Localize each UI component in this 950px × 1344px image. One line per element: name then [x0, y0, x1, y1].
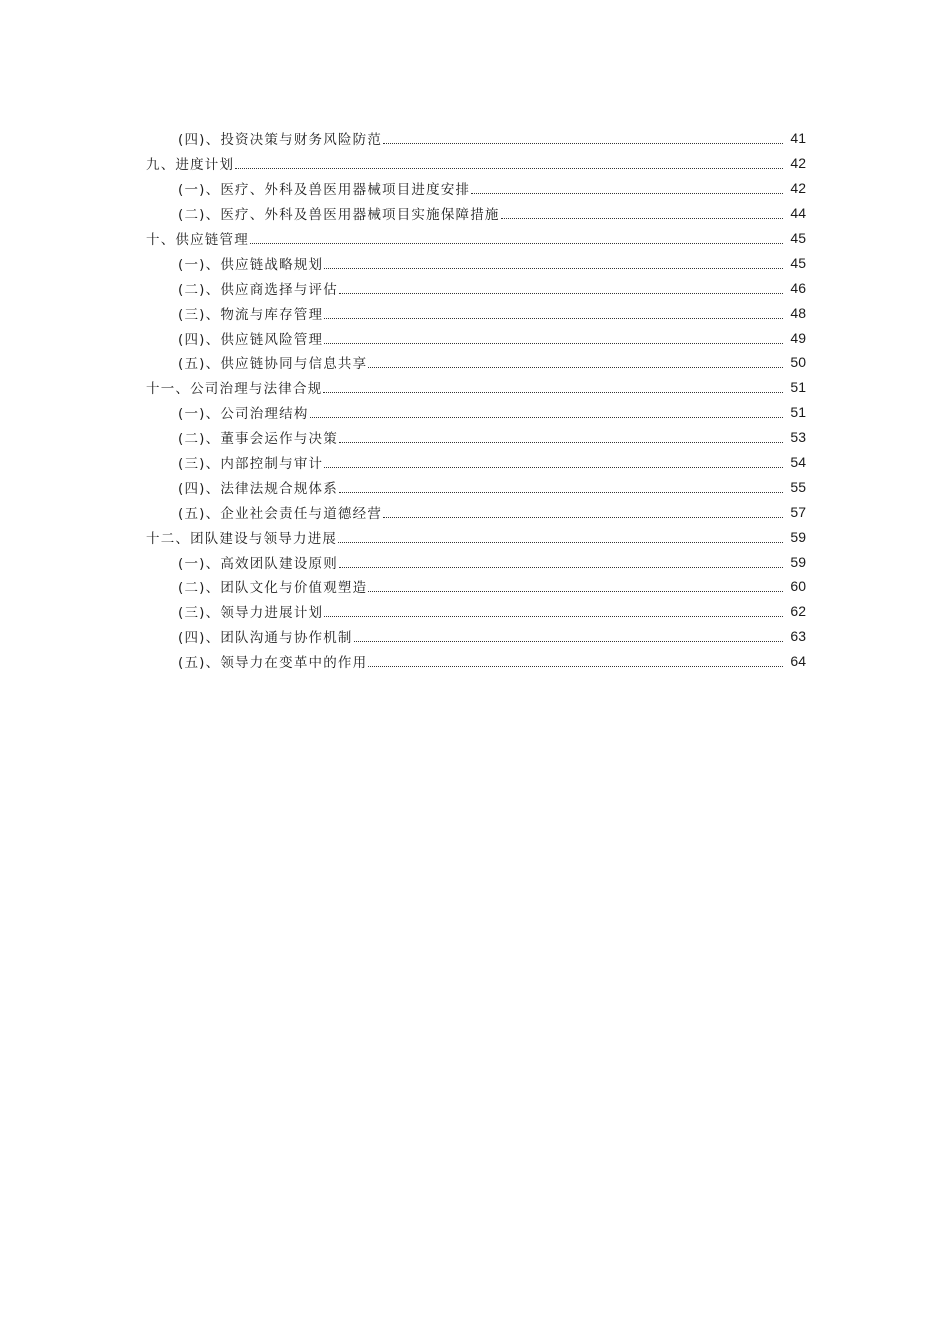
toc-entry-page: 57	[790, 503, 806, 520]
toc-entry-page: 49	[790, 329, 806, 346]
toc-entry[interactable]	[0, 574, 950, 599]
toc-entry-page: 42	[790, 180, 806, 197]
toc-leader-dots	[339, 491, 783, 493]
toc-chapter-entry[interactable]	[0, 375, 950, 400]
toc-entry-label: (四)、法律法规合规体系	[178, 480, 338, 497]
toc-entry-page: 45	[790, 230, 806, 246]
toc-entry-page: 59	[790, 528, 806, 545]
toc-leader-dots	[368, 366, 783, 368]
toc-entry-label: (五)、企业社会责任与道德经营	[178, 505, 383, 522]
toc-entry-page: 53	[790, 429, 806, 446]
toc-entry[interactable]	[0, 325, 950, 350]
toc-leader-dots	[250, 242, 783, 244]
toc-entry-label: (三)、物流与库存管理	[178, 306, 324, 323]
toc-entry[interactable]	[0, 549, 950, 574]
toc-chapter-entry[interactable]	[0, 524, 950, 549]
toc-leader-dots	[324, 267, 783, 269]
toc-leader-dots	[383, 516, 783, 518]
toc-leader-dots	[235, 167, 783, 169]
toc-entry[interactable]	[0, 275, 950, 300]
table-of-contents	[0, 126, 950, 674]
toc-entry-page: 63	[790, 628, 806, 645]
toc-leader-dots	[339, 566, 783, 568]
toc-leader-dots	[324, 615, 783, 617]
toc-entry-page: 55	[790, 478, 806, 495]
toc-entry-page: 44	[790, 205, 806, 222]
toc-entry-label: 十二、团队建设与领导力进展	[146, 530, 338, 547]
toc-leader-dots	[338, 541, 783, 543]
toc-entry-label: (二)、医疗、外科及兽医用器械项目实施保障措施	[178, 207, 500, 224]
toc-leader-dots	[339, 441, 783, 443]
toc-entry-page: 42	[790, 155, 806, 172]
toc-entry-label: (一)、供应链战略规划	[178, 256, 324, 273]
toc-entry[interactable]	[0, 599, 950, 624]
toc-entry-label: 十一、公司治理与法律合规	[146, 381, 323, 398]
toc-leader-dots	[324, 466, 783, 468]
toc-chapter-entry[interactable]	[0, 226, 950, 251]
toc-entry-label: (二)、供应商选择与评估	[178, 281, 338, 298]
toc-entry[interactable]	[0, 126, 950, 151]
toc-entry[interactable]	[0, 350, 950, 375]
toc-entry-label: (二)、董事会运作与决策	[178, 431, 338, 448]
toc-entry-page: 60	[790, 578, 806, 595]
toc-entry[interactable]	[0, 201, 950, 226]
toc-entry-page: 64	[790, 653, 806, 670]
toc-leader-dots	[310, 416, 783, 418]
toc-leader-dots	[324, 342, 783, 344]
toc-leader-dots	[354, 640, 783, 642]
toc-entry[interactable]	[0, 649, 950, 674]
toc-entry[interactable]	[0, 250, 950, 275]
toc-entry-page: 50	[790, 354, 806, 371]
toc-entry-label: (二)、团队文化与价值观塑造	[178, 580, 368, 597]
toc-entry-page: 48	[790, 304, 806, 321]
toc-entry-page: 54	[790, 454, 806, 471]
toc-chapter-entry[interactable]	[0, 151, 950, 176]
toc-entry-label: (一)、高效团队建设原则	[178, 555, 338, 572]
toc-entry[interactable]	[0, 300, 950, 325]
toc-leader-dots	[368, 590, 783, 592]
toc-entry-label: 十、供应链管理	[146, 232, 249, 248]
toc-entry[interactable]	[0, 425, 950, 450]
toc-entry-label: (四)、团队沟通与协作机制	[178, 630, 353, 647]
toc-entry-label: (五)、供应链协同与信息共享	[178, 356, 368, 373]
toc-entry-page: 45	[790, 254, 806, 271]
toc-entry-label: (一)、医疗、外科及兽医用器械项目进度安排	[178, 182, 471, 199]
toc-entry-page: 46	[790, 279, 806, 296]
toc-entry-page: 51	[790, 379, 806, 396]
toc-entry-label: (三)、内部控制与审计	[178, 456, 324, 473]
toc-entry-label: (四)、供应链风险管理	[178, 331, 324, 348]
toc-entry-page: 59	[790, 553, 806, 570]
toc-leader-dots	[368, 665, 783, 667]
toc-entry-page: 41	[790, 130, 806, 147]
toc-entry-label: (三)、领导力进展计划	[178, 605, 324, 622]
toc-entry-page: 51	[790, 404, 806, 421]
toc-entry[interactable]	[0, 499, 950, 524]
toc-entry[interactable]	[0, 450, 950, 475]
toc-entry-page: 62	[790, 603, 806, 620]
toc-entry[interactable]	[0, 474, 950, 499]
toc-leader-dots	[339, 292, 783, 294]
toc-leader-dots	[383, 142, 783, 144]
toc-entry-label: (五)、领导力在变革中的作用	[178, 655, 368, 672]
toc-entry[interactable]	[0, 400, 950, 425]
toc-leader-dots	[323, 391, 783, 393]
toc-leader-dots	[501, 217, 783, 219]
toc-entry-label: (一)、公司治理结构	[178, 406, 309, 423]
toc-entry[interactable]	[0, 176, 950, 201]
toc-leader-dots	[471, 192, 783, 194]
toc-entry-label: (四)、投资决策与财务风险防范	[178, 132, 383, 149]
toc-leader-dots	[324, 317, 783, 319]
toc-entry[interactable]	[0, 624, 950, 649]
toc-entry-label: 九、进度计划	[146, 157, 235, 174]
